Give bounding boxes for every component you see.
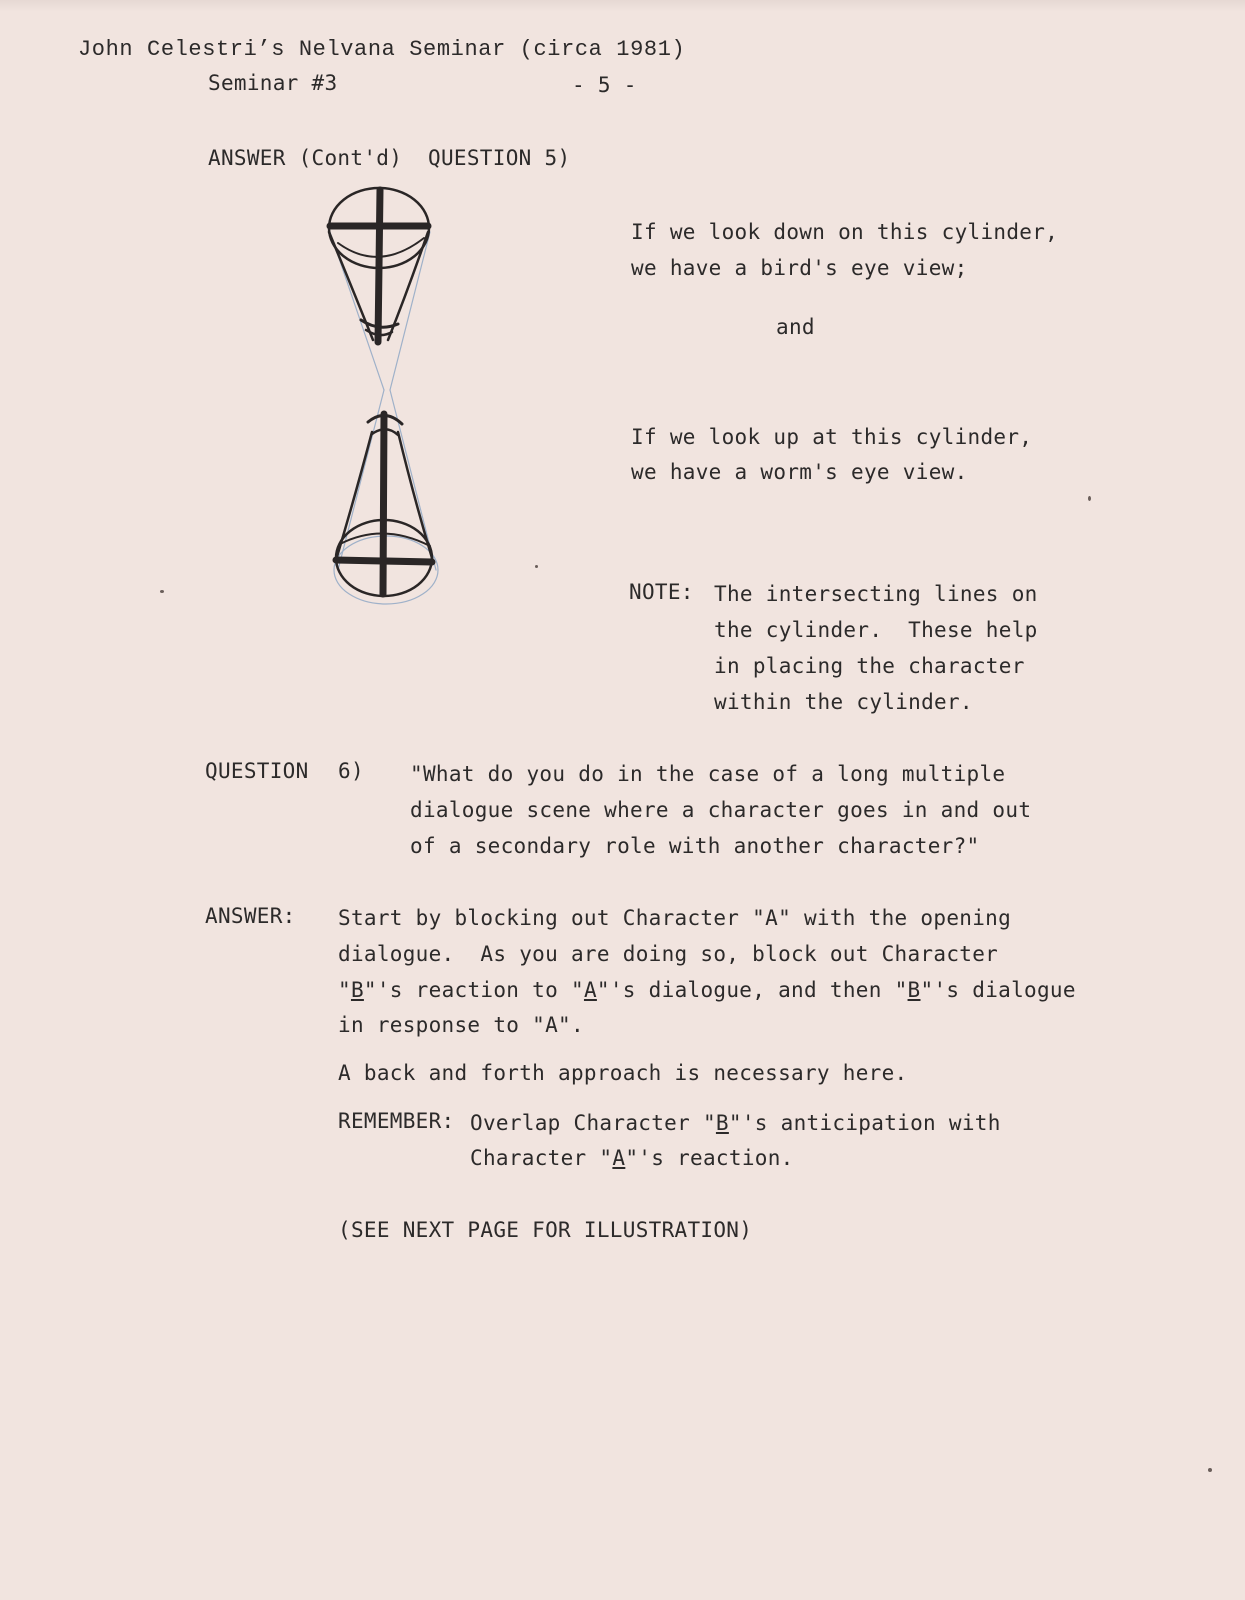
- answer-line-2: dialogue. As you are doing so, block out Character: [338, 942, 999, 966]
- note-line-1: The intersecting lines on: [714, 582, 1038, 606]
- see-next-page: (SEE NEXT PAGE FOR ILLUSTRATION): [338, 1218, 753, 1242]
- paper-speck: [1208, 1468, 1212, 1472]
- note-label: NOTE:: [629, 580, 694, 604]
- underlined-a: A: [612, 1146, 626, 1170]
- section-heading: ANSWER (Cont'd) QUESTION 5): [208, 146, 571, 170]
- remember-line-2: Character "A"'s reaction.: [470, 1146, 794, 1170]
- underlined-b: B: [350, 978, 364, 1002]
- answer-line-4: in response to "A".: [338, 1013, 584, 1037]
- answer-line-1: Start by blocking out Character "A" with the opening: [338, 906, 1012, 930]
- note-line-3: in placing the character: [714, 654, 1025, 678]
- remember-line-1: Overlap Character "B"'s anticipation with: [470, 1111, 1001, 1135]
- birds-eye-line-2: we have a bird's eye view;: [631, 256, 968, 280]
- paper-speck: [1088, 496, 1091, 501]
- paper-speck: [160, 590, 164, 593]
- question-line-1: "What do you do in the case of a long multiple: [410, 762, 1006, 786]
- birds-eye-cylinder: [329, 188, 429, 342]
- worms-eye-line-1: If we look up at this cylinder,: [631, 425, 1033, 449]
- conjunction-and: and: [776, 315, 815, 339]
- document-title: John Celestri’s Nelvana Seminar (circa 1981): [78, 37, 686, 62]
- note-line-4: within the cylinder.: [714, 690, 973, 714]
- question-label: QUESTION: [205, 759, 309, 783]
- worms-eye-cylinder: [336, 414, 432, 596]
- answer-line-3: "B"'s reaction to "A"'s dialogue, and then "B"'s dialogue: [338, 978, 1076, 1002]
- paper-speck: [535, 565, 538, 568]
- underlined-b: B: [715, 1111, 729, 1135]
- approach-text: A back and forth approach is necessary here.: [338, 1061, 908, 1085]
- answer-label: ANSWER:: [205, 904, 296, 928]
- birds-eye-line-1: If we look down on this cylinder,: [631, 220, 1059, 244]
- note-line-2: the cylinder. These help: [714, 618, 1038, 642]
- cylinder-drawing: [316, 180, 456, 620]
- paper-top-edge: [0, 0, 1245, 12]
- underlined-a: A: [583, 978, 597, 1002]
- worms-eye-line-2: we have a worm's eye view.: [631, 460, 968, 484]
- remember-label: REMEMBER:: [338, 1109, 455, 1133]
- question-line-3: of a secondary role with another character?": [410, 834, 980, 858]
- underlined-b: B: [907, 978, 921, 1002]
- seminar-number: Seminar #3: [208, 71, 338, 95]
- question-number: 6): [338, 759, 364, 783]
- page-number: - 5 -: [572, 73, 637, 97]
- question-line-2: dialogue scene where a character goes in and out: [410, 798, 1032, 822]
